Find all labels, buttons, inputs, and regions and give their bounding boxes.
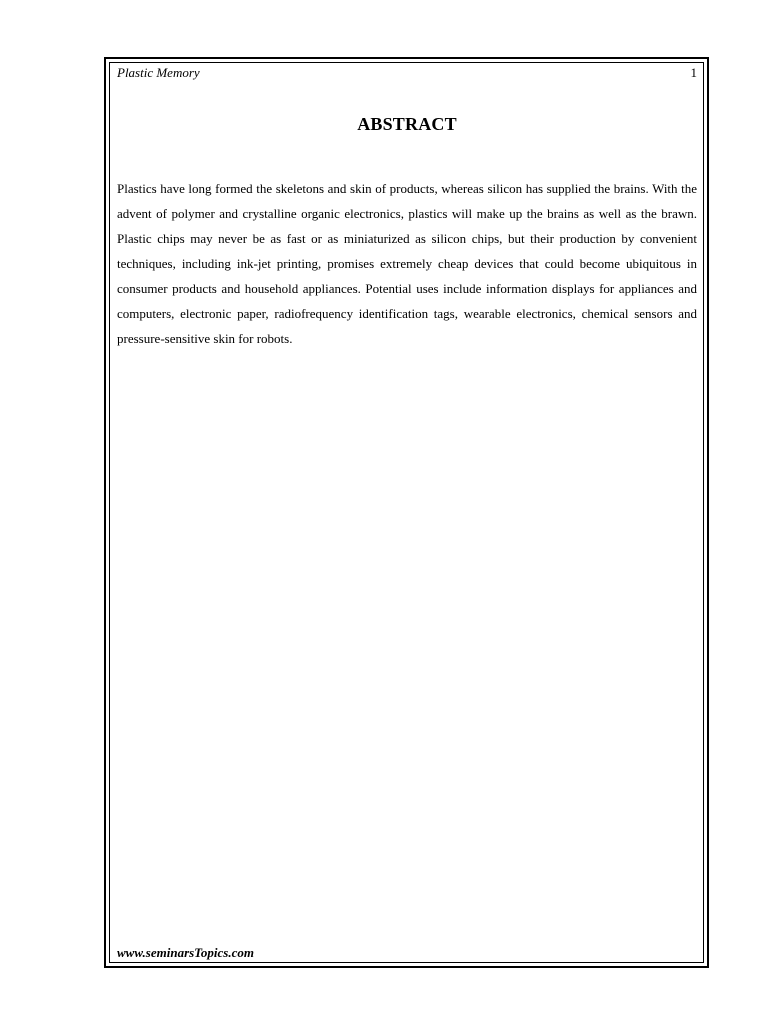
document-title: Plastic Memory	[117, 65, 200, 80]
running-header	[117, 64, 697, 82]
section-heading: ABSTRACT	[357, 114, 457, 134]
abstract-paragraph: Plastics have long formed the skeletons and skin of products, whereas silicon has supplied the brains. With the advent of polymer and crystalline organic electronics, plastics will make up the brains as well as the brawn. Plastic chips may never be as fast or as miniaturized as silicon chips, but their production by convenient techniques, including ink-jet printing, promises extremely cheap devices that could become ubiquitous in consumer products and household appliances. Potential uses include information displays for appliances and computers, electronic paper, radiofrequency identification tags, wearable electronics, chemical sensors and pressure-sensitive skin for robots.	[117, 181, 697, 346]
footer-website-link[interactable]: www.seminarsTopics.com	[117, 945, 255, 960]
page-number: 1	[690, 65, 697, 80]
